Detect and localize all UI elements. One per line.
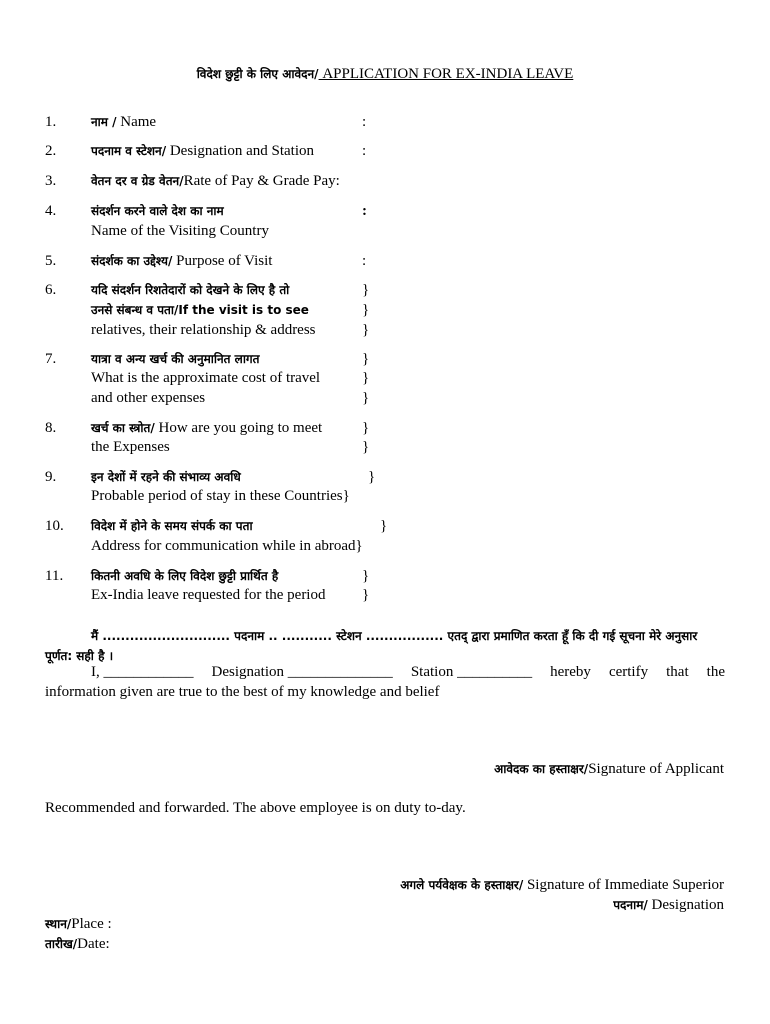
item-colon: : — [362, 114, 367, 130]
item-label-hindi: संदर्शक का उद्देश्य/ — [91, 254, 173, 268]
superior-designation — [613, 895, 724, 915]
item-number: 8. — [45, 420, 57, 436]
item-label-hindi — [91, 201, 224, 221]
item-label-mixed — [91, 300, 309, 320]
item-label-english: Address for communication while in abroad} — [91, 538, 363, 554]
item-brace: } — [362, 302, 370, 318]
item-label — [91, 141, 314, 161]
item-number: 11. — [45, 568, 64, 584]
superior-designation-english: Designation — [647, 897, 724, 913]
certificate-part: certify — [608, 664, 649, 680]
item-brace: } — [380, 518, 388, 534]
item-brace: } — [362, 390, 370, 406]
certificate-part: hereby — [550, 664, 591, 680]
item-label-hindi: खर्च का स्त्रोत/ — [91, 421, 155, 435]
signature-applicant — [494, 759, 724, 779]
recommendation-text: Recommended and forwarded. The above employee is on duty to-day. — [45, 800, 466, 816]
item-brace: } — [362, 370, 370, 386]
item-number: 2. — [45, 143, 57, 159]
place-label-hindi: स्थान/ — [45, 917, 72, 931]
certificate-part: Station __________ — [410, 664, 533, 680]
signature-applicant-hindi: आवेदक का हस्ताक्षर/ — [494, 762, 589, 776]
item-label — [91, 171, 340, 191]
item-label-english: Purpose of Visit — [172, 253, 273, 269]
item-label-hindi: इन देशों में रहने की संभाव्य अवधि — [91, 470, 241, 484]
signature-superior-hindi: अगले पर्यवेक्षक के हस्ताक्षर/ — [400, 878, 524, 892]
item-label-hindi: वेतन दर व ग्रेड वेतन/ — [91, 174, 184, 188]
form-title — [0, 64, 770, 84]
date-label-english: Date: — [77, 936, 110, 952]
item-number: 1. — [45, 114, 57, 130]
signature-superior — [400, 875, 724, 895]
item-label — [91, 112, 156, 132]
item-label — [91, 251, 272, 271]
form-title-english: APPLICATION FOR EX-INDIA LEAVE — [318, 66, 574, 82]
place-label-english: Place : — [71, 916, 112, 932]
item-label-english: relatives, their relationship & address — [91, 322, 316, 338]
item-label-english: What is the approximate cost of travel — [91, 370, 321, 386]
item-brace: } — [362, 568, 370, 584]
item-number: 9. — [45, 469, 57, 485]
item-number: 7. — [45, 351, 57, 367]
certificate-english-line1 — [91, 662, 725, 682]
item-colon: : — [362, 253, 367, 269]
form-title-hindi: विदेश छुट्टी के लिए आवेदन/ — [196, 67, 319, 81]
item-label-english: Rate of Pay & Grade Pay: — [183, 173, 340, 189]
item-brace: } — [362, 351, 370, 367]
item-number: 5. — [45, 253, 57, 269]
item-label-hindi: यात्रा व अन्य खर्च की अनुमानित लागत — [91, 352, 260, 366]
item-label-english: How are you going to meet — [154, 420, 323, 436]
certificate-part: that — [666, 664, 689, 680]
item-label-hindi: विदेश में होने के समय संपर्क का पता — [91, 519, 253, 533]
certificate-hindi-line2: पूर्णत: सही है । — [45, 649, 114, 663]
item-label-english: Probable period of stay in these Countries} — [91, 488, 350, 504]
item-brace: } — [362, 282, 370, 298]
item-label-hindi: यदि संदर्शन रिशतेदारों को देखने के लिए है तो — [91, 283, 290, 297]
item-label-english-cont: and other expenses — [91, 390, 206, 406]
item-label-english: Designation and Station — [166, 143, 314, 159]
signature-superior-english: Signature of Immediate Superior — [523, 877, 724, 893]
certificate-part: I, ____________ — [91, 664, 194, 680]
item-label-hindi: कितनी अवधि के लिए विदेश छुट्टी प्रार्थित है — [91, 569, 279, 583]
item-label-hindi: पदनाम व स्टेशन/ — [91, 144, 167, 158]
item-label-english: Ex-India leave requested for the period — [91, 587, 326, 603]
item-number: 10. — [45, 518, 64, 534]
item-label — [91, 418, 322, 438]
item-label-english: Name — [116, 114, 157, 130]
superior-designation-hindi: पदनाम/ — [613, 898, 648, 912]
item-brace: } — [362, 439, 370, 455]
item-number: 6. — [45, 282, 57, 298]
item-label-english: Name of the Visiting Country — [91, 223, 269, 239]
certificate-english-line2: information given are true to the best of my knowledge and belief — [45, 684, 440, 700]
item-brace: } — [368, 469, 376, 485]
certificate-part: Designation ______________ — [211, 664, 393, 680]
item-label-hindi: नाम / — [91, 115, 117, 129]
item-brace: } — [362, 587, 370, 603]
item-label-mixed-text: उनसे संबन्ध व पता/If the visit is to see — [91, 303, 309, 317]
date-label-hindi: तारीख/ — [45, 937, 78, 951]
item-brace: } — [362, 420, 370, 436]
item-colon: : — [362, 143, 367, 159]
item-label-hindi-text: संदर्शन करने वाले देश का नाम — [91, 204, 224, 218]
place-field — [45, 914, 112, 934]
item-number: 3. — [45, 173, 57, 189]
item-number: 4. — [45, 203, 57, 219]
item-colon: : — [362, 203, 367, 219]
item-brace: } — [362, 322, 370, 338]
item-label-english-cont: the Expenses — [91, 439, 170, 455]
certificate-part: the — [706, 664, 725, 680]
certificate-hindi-line1: मैं ............................ पदनाम .. ........... स्टेशन ................. एतद् द्वारा प्रमाणित करता हूँ कि दी गई सूचना मेरे अनुसार — [91, 629, 698, 643]
signature-applicant-english: Signature of Applicant — [588, 761, 724, 777]
date-field — [45, 934, 110, 954]
